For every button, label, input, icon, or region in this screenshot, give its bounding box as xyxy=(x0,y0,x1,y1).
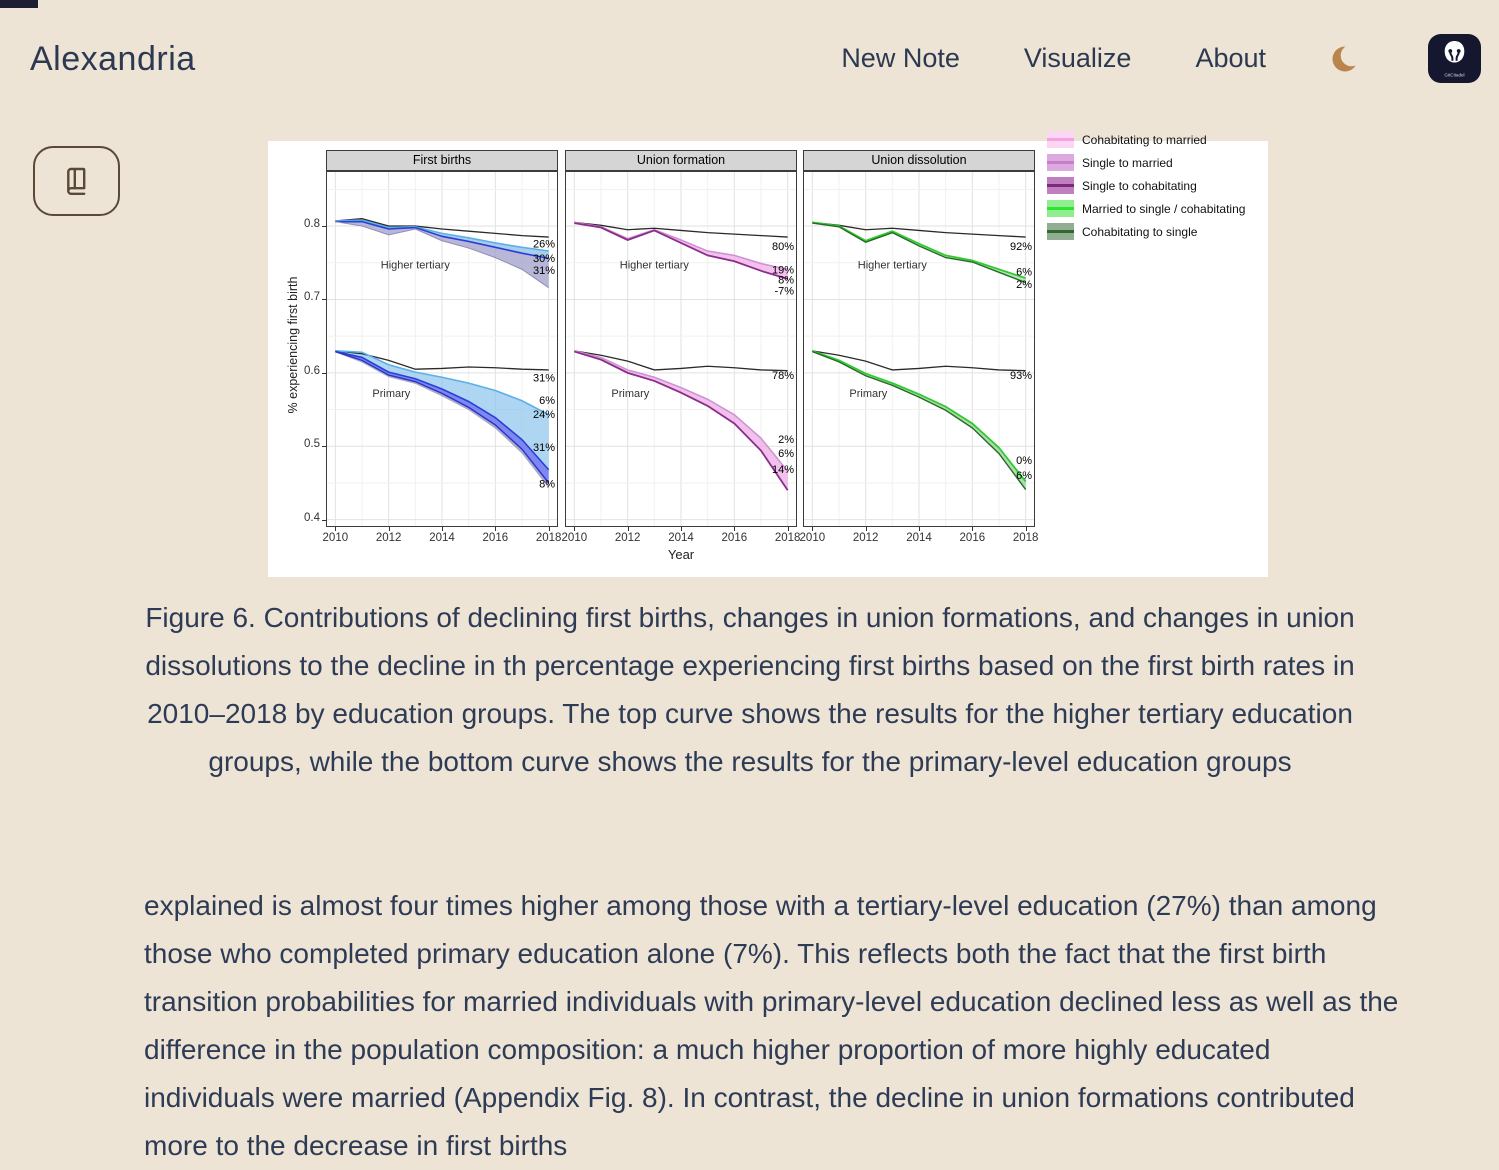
x-tick-label: 2014 xyxy=(906,532,932,544)
x-tick-mark xyxy=(628,527,629,531)
annotation-label: 24% xyxy=(532,408,555,421)
x-tick-label: 2014 xyxy=(429,532,455,544)
facet-plot xyxy=(803,171,1035,527)
theme-toggle-moon-icon[interactable] xyxy=(1330,42,1364,76)
figure-caption: Figure 6. Contributions of declining first births, changes in union formations, and changes in union dissolutions to the decline in th percentage experiencing first births based on the first birth rates in 2010–2018 by education groups. The top curve shows the results for the higher tertiary education groups, while the bottom curve shows the results for the primary-level education groups xyxy=(145,602,1355,777)
annotation-label: 2% xyxy=(778,433,794,446)
reader-mode-button[interactable] xyxy=(33,146,120,216)
x-tick-label: 2016 xyxy=(482,532,509,544)
x-tick-label: 2018 xyxy=(535,532,562,544)
x-tick-mark xyxy=(919,527,920,531)
group-label: Primary xyxy=(372,388,411,401)
x-tick-mark xyxy=(681,527,682,531)
annotation-label: 14% xyxy=(771,464,794,477)
facet-plot xyxy=(326,171,558,527)
annotation-label: 6% xyxy=(1016,266,1032,279)
app-logo-shield xyxy=(1445,41,1465,63)
annotation-label: 8% xyxy=(778,274,794,287)
x-tick-mark xyxy=(972,527,973,531)
legend-item xyxy=(1047,151,1245,174)
y-tick-label: 0.8 xyxy=(304,218,320,231)
annotation-label: 8% xyxy=(539,478,555,491)
legend-item xyxy=(1047,174,1245,197)
annotation-label: 30% xyxy=(532,252,555,265)
x-tick-mark xyxy=(866,527,867,531)
nav-about[interactable]: About xyxy=(1195,43,1266,73)
x-tick-mark xyxy=(495,527,496,531)
legend-label: Single to cohabitating xyxy=(1082,178,1197,193)
panel-header: Union dissolution xyxy=(803,150,1035,171)
legend-swatch xyxy=(1047,223,1074,240)
annotation-label: 78% xyxy=(771,370,794,383)
x-tick-mark xyxy=(788,527,789,531)
nav-visualize[interactable]: Visualize xyxy=(1023,43,1132,73)
y-tick-label: 0.5 xyxy=(304,438,320,451)
annotation-label: -7% xyxy=(774,285,794,298)
group-label: Higher tertiary xyxy=(380,259,450,272)
top-left-strip xyxy=(0,0,38,8)
legend-label: Cohabitating to single xyxy=(1082,224,1198,239)
x-tick-label: 2016 xyxy=(721,532,748,544)
panel-header: First births xyxy=(326,150,558,171)
legend-swatch-line xyxy=(1047,138,1074,141)
x-tick-mark xyxy=(812,527,813,531)
x-tick-mark xyxy=(442,527,443,531)
legend-item xyxy=(1047,220,1245,243)
book-icon xyxy=(58,162,96,200)
x-tick-label: 2010 xyxy=(799,532,826,544)
annotation-label: 31% xyxy=(532,372,555,385)
legend-item xyxy=(1047,197,1245,220)
x-tick-label: 2012 xyxy=(852,532,879,544)
annotation-label: 31% xyxy=(532,441,555,454)
annotation-label: 6% xyxy=(778,447,794,460)
x-axis-title: Year xyxy=(667,547,695,562)
annotation-label: 2% xyxy=(1016,279,1032,292)
legend-swatch-line xyxy=(1047,161,1074,164)
annotation-label: 6% xyxy=(539,395,555,408)
annotation-label: 80% xyxy=(771,240,794,253)
annotation-label: 0% xyxy=(1016,455,1032,468)
y-tick-label: 0.4 xyxy=(304,511,320,524)
paragraph-clipped-line: contrast, the decline in union formations contributed more to the decrease in first births xyxy=(144,1082,1355,1161)
annotation-label: 31% xyxy=(532,265,555,278)
panel-header: Union formation xyxy=(565,150,797,171)
nav-new-note[interactable]: New Note xyxy=(841,43,960,73)
legend-label: Single to married xyxy=(1082,155,1173,170)
x-tick-mark xyxy=(1026,527,1027,531)
chart-legend xyxy=(1047,128,1245,243)
legend-label: Married to single / cohabitating xyxy=(1082,201,1246,216)
x-tick-label: 2016 xyxy=(959,532,986,544)
x-tick-label: 2018 xyxy=(1012,532,1039,544)
app-icon-label: GitCitadel xyxy=(1444,72,1465,78)
y-tick-label: 0.6 xyxy=(304,364,320,377)
group-label: Primary xyxy=(611,388,650,401)
annotation-label: 26% xyxy=(532,238,555,251)
group-label: Higher tertiary xyxy=(857,259,927,272)
group-label: Higher tertiary xyxy=(619,259,689,272)
facet-plot xyxy=(565,171,797,527)
y-axis-title: % experiencing first birth xyxy=(286,276,300,414)
legend-swatch xyxy=(1047,200,1074,217)
annotation-label: 19% xyxy=(771,264,794,277)
legend-item xyxy=(1047,128,1245,151)
x-tick-mark xyxy=(389,527,390,531)
article-paragraph xyxy=(144,882,1400,1170)
figure-panel xyxy=(268,132,1268,577)
legend-label: Cohabitating to married xyxy=(1082,132,1207,147)
main-nav xyxy=(841,34,1481,83)
x-tick-label: 2012 xyxy=(614,532,641,544)
legend-swatch-line xyxy=(1047,207,1074,210)
x-tick-label: 2014 xyxy=(668,532,694,544)
x-tick-mark xyxy=(335,527,336,531)
annotation-label: 93% xyxy=(1009,370,1032,383)
x-tick-label: 2010 xyxy=(322,532,349,544)
legend-swatch-line xyxy=(1047,184,1074,187)
group-label: Primary xyxy=(849,388,888,401)
x-tick-mark xyxy=(574,527,575,531)
app-icon-gitcitadel[interactable] xyxy=(1428,34,1481,83)
annotation-label: 92% xyxy=(1009,240,1032,253)
brand-title[interactable]: Alexandria xyxy=(30,40,196,78)
x-tick-label: 2010 xyxy=(561,532,588,544)
y-tick-label: 0.7 xyxy=(304,291,320,304)
annotation-label: 6% xyxy=(1016,469,1032,482)
x-tick-label: 2012 xyxy=(375,532,402,544)
paragraph-text: explained is almost four times higher among those with a tertiary-level education (27%) than among those who completed primary education alone (7%). This reflects both the fact that the first birth transition probabilities for married individuals with primary-level education declined less as well as the difference in the population composition: a much higher proportion of more highly educated individuals were married (Appendix Fig. 8). In xyxy=(144,890,1399,1113)
legend-swatch xyxy=(1047,154,1074,171)
x-tick-mark xyxy=(549,527,550,531)
x-tick-mark xyxy=(734,527,735,531)
legend-swatch xyxy=(1047,131,1074,148)
x-tick-label: 2018 xyxy=(774,532,801,544)
legend-swatch xyxy=(1047,177,1074,194)
legend-swatch-line xyxy=(1047,230,1074,233)
